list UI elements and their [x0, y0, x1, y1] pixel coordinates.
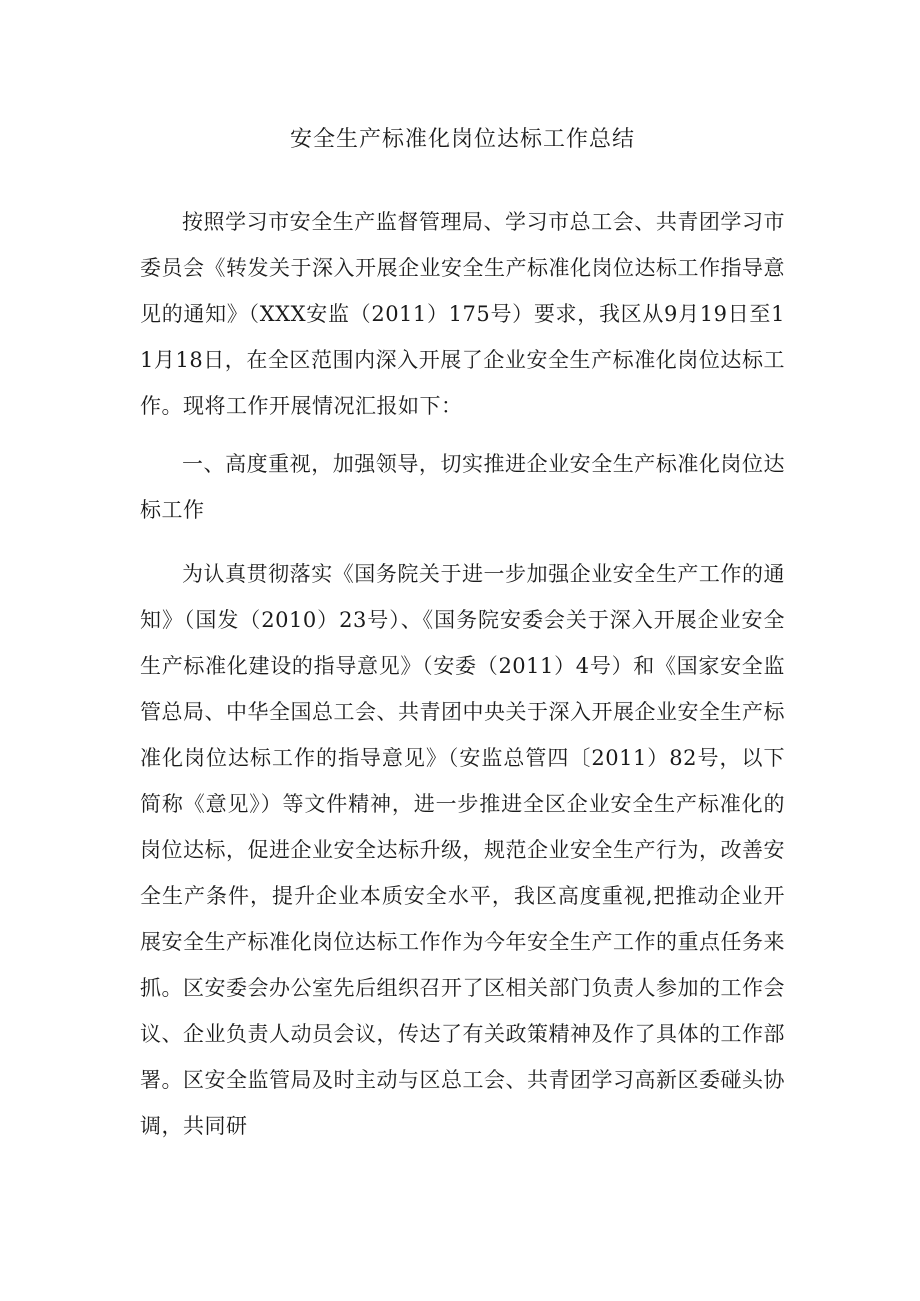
paragraph-intro: 按照学习市安全生产监督管理局、学习市总工会、共青团学习市委员会《转发关于深入开展企业安全生产标准化岗位达标工作指导意见的通知》（XXX安监（2011）175号）要求，我区从9月19日至11月18日，在全区范围内深入开展了企业安全生产标准化岗位达标工作。现将工作开展情况汇报如下：: [140, 210, 785, 418]
section-heading-1: 一、高度重视，加强领导，切实推进企业安全生产标准化岗位达标工作: [140, 452, 785, 522]
document-title: 安全生产标准化岗位达标工作总结: [289, 127, 635, 152]
paragraph-body: 为认真贯彻落实《国务院关于进一步加强企业安全生产工作的通知》（国发（2010）23号）、《国务院安委会关于深入开展企业安全生产标准化建设的指导意见》（安委（2011）4号）和《国家安全监管总局、中华全国总工会、共青团中央关于深入开展企业安全生产标准化岗位达标工作的指导意见》（安监总管四〔2011）82号，以下简称《意见》）等文件精神，进一步推进全区企业安全生产标准化的岗位达标，促进企业安全达标升级，规范企业安全生产行为，改善安全生产条件，提升企业本质安全水平，我区高度重视,把推动企业开展安全生产标准化岗位达标工作作为今年安全生产工作的重点任务来抓。区安委会办公室先后组织召开了区相关部门负责人参加的工作会议、企业负责人动员会议，传达了有关政策精神及作了具体的工作部署。区安全监管局及时主动与区总工会、共青团学习高新区委碰头协调，共同研: [140, 562, 785, 1138]
